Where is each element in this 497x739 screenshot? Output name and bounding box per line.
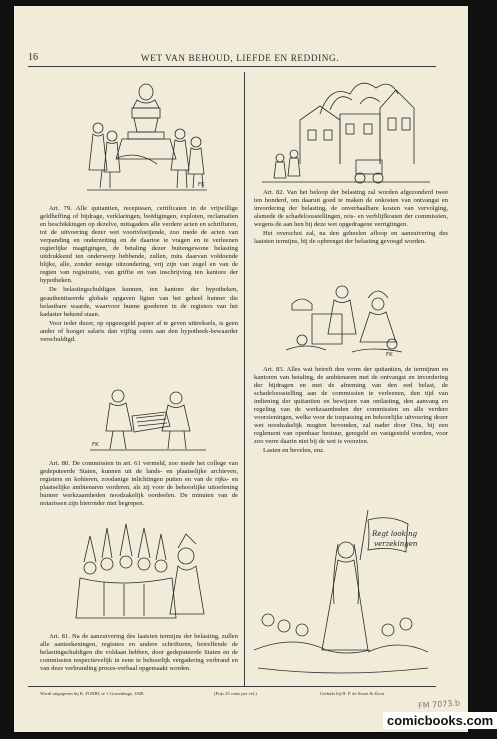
article-83: Art. 83. Alles wat betreft den vorm der quitantien, de termijnen en kantoren van betaling, de ambtenaren met de ontvangst en invordering der bijdragen en met de afneming van den eed belast, de schadeloosstelling aan de commissien te verleenen, den tijd van indiening der quitantien en bewijzen van ontlasting, den aanvang en regeling van de werkzaamheden der commissien en alle verdere voorzieningen, welke voor de toepassing en behoorlijke uitvoering dezer wet noodzakelijk mogten bevonden, zal nader door Ons, bij een reglement van openbaar bestuur, geregeld en vastgesteld worden, voor zoo verre daarin niet bij de wet is voorzien. [254, 366, 448, 446]
article-80: Art. 80. De commissien in art. 61 vermeld, zoo mede het college van gedeputeerde Staten, kunnen uit de lands- en plaatselijke archieven, registers en kohieren, zoodanige inlichtingen putten en van de rijks- en plaatselijke ambtenaren vorderen, als zij voor de behoorlijke uitoefening hunner werkzaamheden noodzakelijk oordeelen. De minuten van de notarissen zijn hieronder niet begrepen. [40, 460, 238, 508]
running-title: WET VAN BEHOUD, LIEFDE EN REDDING. [140, 53, 340, 63]
illustration-fire-scene [260, 74, 432, 186]
left-column-middle [40, 460, 238, 509]
handwritten-catalog-note: FM 7073.b [417, 698, 461, 711]
header-rule [28, 66, 436, 67]
illustration-signature: FK [386, 352, 393, 358]
illustration-signature: FK [92, 442, 99, 448]
left-column-lower [40, 633, 238, 674]
right-column-upper [254, 189, 448, 247]
footer-publisher: Wordt uitgegeven bij K. FUHRI, te 's Gravenhage, 1848. [40, 691, 145, 696]
right-column-middle [254, 366, 448, 457]
illustration-crowd-scene [74, 522, 224, 626]
banner-text-line-2: verzekingen [374, 540, 418, 548]
article-79-paragraph-2: De belastingschuldigen kunnen, ten kantore der hypotheken, geauthentiseerde globale opgaven ligten van het geheel hunner die belastbare waarde, waarvoor hunne goederen in de registers van het kadaster bekend staan. [40, 286, 238, 318]
article-81: Art. 81. Na de aanzuivering des laatsten termijns der belasting, zullen alle aanteekeningen, registers en andere schrifturen, betreffende de belastingschuldigen die voldaan hebben, door gedeputeerde Staten en de commissien respectievelijk in eene te behoorlijk vergadering verbrand en van deze verbranding proces-verbaal opgemaakt worden. [40, 633, 238, 673]
footer-price: (Prijs 25 cents per vel.) [214, 691, 257, 696]
illustration-bust-scene [82, 78, 212, 196]
page-number: 16 [28, 52, 38, 63]
illustration-kitchen-scene [282, 274, 412, 358]
left-column-upper [40, 205, 238, 345]
banner-text-line-1: Regt looking [372, 530, 418, 538]
site-watermark: comicbooks.com [383, 712, 497, 729]
illustration-table-scene [88, 386, 208, 452]
article-79: Art. 79. Alle quitantien, recepissen, certificaten in de vrijwillige geldheffing of bijdrage, verklaringen, beëdigingen, exploten, reclamatien en beschikkingen op dezelve, mitsgaders alle verdere acten en schrifturen, tot de uitvoering dezer wet voortvloeijende, zoo mede de acten van verpanding en onderzetting en de daartoe te vragen en te verleenen regterlijke magtigingen, de betaling dezer buitengewone belasting uitdrukkend ten onderwerp hebbende, zullen, mits daarvan voldoende blijke, alle, zonder eenige uitzondering, vrij zijn van zegel en van de regten van registratie, van griffie en van inschrijving ten kantore der hypotheken. [40, 205, 238, 285]
illustration-allegory-scene [248, 500, 434, 682]
column-divider [244, 72, 245, 686]
illustration-signature: FK [198, 182, 205, 188]
footer-printer: Gedrukt bij H. P. de Swart & Zoon. [320, 691, 386, 696]
footer-rule [28, 686, 436, 687]
article-82: Art. 82. Van het beloop der belasting zal worden afgezonderd twee ten honderd, om daaruit goed te maken de onkosten van ontvangst en invordering der belasting, de onverhaalbare kosten van vervolging, alsmede de schadeloosstellingen, reis- en verblijfkosten der commissien, wegens de aan hen bij deze wet opgedragene verrigtingen. [254, 189, 448, 229]
article-79-paragraph-3: Voor ieder dezer, op opgezegeld papier af te geven uittreksels, is geen ander of hooger salaris dan vijftig cents aan den hypotheek-bewaarder verschuldigd. [40, 319, 238, 343]
article-82-paragraph-2: Het overschot zal, na den geheelen afloop en aanzuivering des laatsten termijns, bij de opbrengst der belasting gevoegd worden. [254, 230, 448, 246]
closing-formula: Lasten en bevelen, enz. [263, 447, 325, 455]
